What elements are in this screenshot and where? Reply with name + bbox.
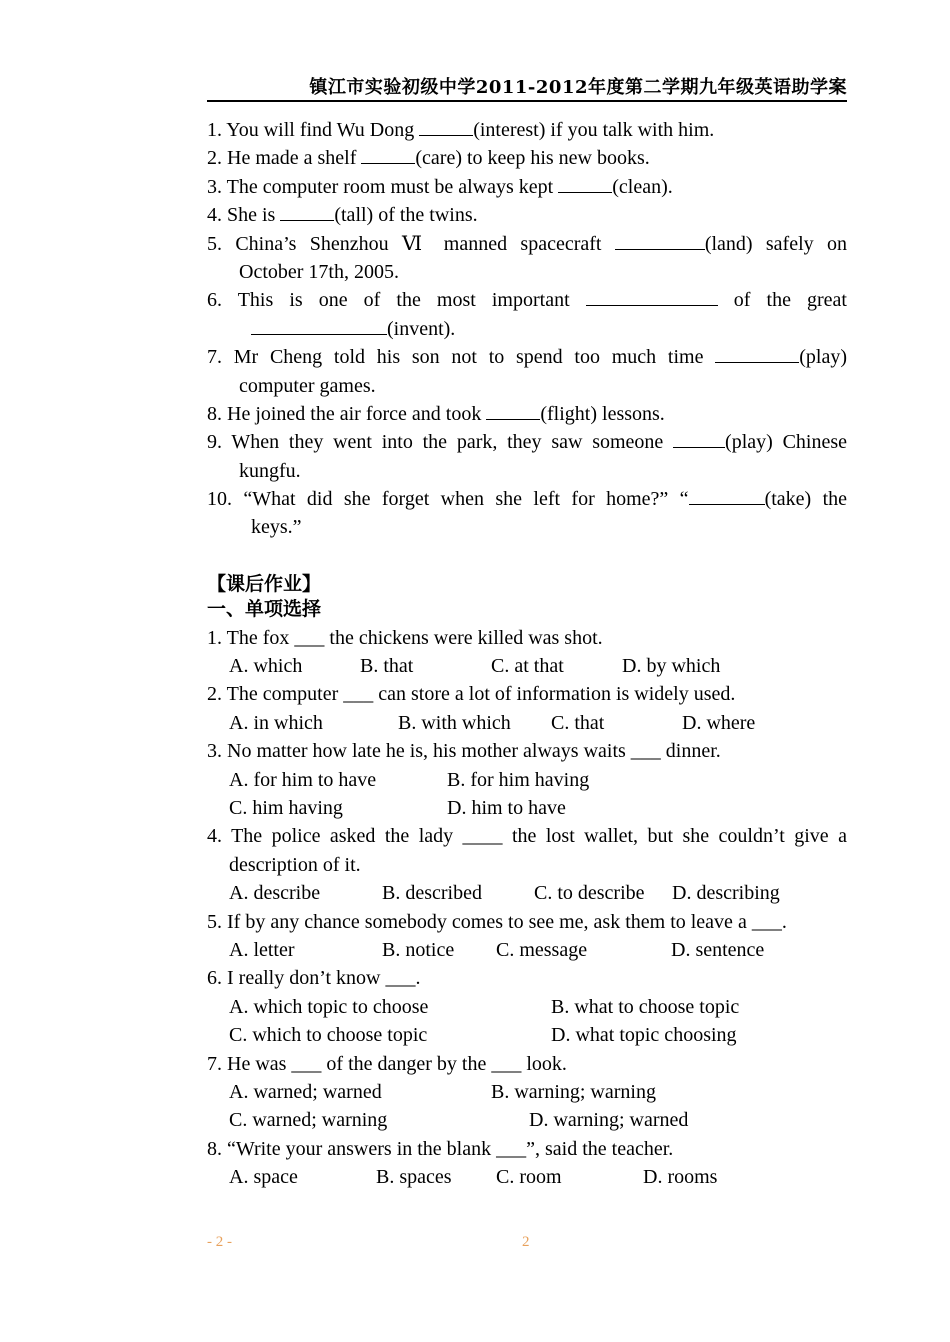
fill-item-9-cont: kungfu.: [239, 459, 301, 482]
question-3: 3. No matter how late he is, his mother always waits ___ dinner.: [207, 740, 721, 763]
header-title: 镇江市实验初级中学2011-2012年度第二学期九年级英语助学案: [309, 77, 847, 98]
question-7-options-row1: [207, 1078, 847, 1106]
option-a[interactable]: A. space: [229, 1166, 298, 1189]
footer-page-left: - 2 -: [207, 1234, 232, 1250]
answer-blank[interactable]: [280, 202, 334, 221]
question-3-options-row2: [207, 794, 847, 822]
fill-item-3: 3. The computer room must be always kept (clean).: [207, 175, 673, 198]
option-d[interactable]: D. sentence: [671, 938, 765, 961]
footer-page-number: 2: [522, 1234, 530, 1250]
option-b[interactable]: B. warning; warning: [491, 1080, 656, 1103]
answer-blank[interactable]: [715, 344, 799, 363]
option-a[interactable]: A. which: [229, 655, 303, 678]
answer-blank[interactable]: [251, 316, 387, 335]
question-4-options: [207, 879, 847, 907]
document-header: [207, 76, 847, 102]
multiple-choice-heading: 一、单项选择: [207, 598, 322, 621]
option-d[interactable]: D. warning; warned: [529, 1109, 689, 1132]
fill-item-2: 2. He made a shelf (care) to keep his new books.: [207, 147, 650, 170]
question-1: 1. The fox ___ the chickens were killed was shot.: [207, 626, 603, 649]
option-d[interactable]: D. rooms: [643, 1166, 718, 1189]
question-2: 2. The computer ___ can store a lot of information is widely used.: [207, 683, 736, 706]
answer-blank[interactable]: [419, 117, 473, 136]
option-d[interactable]: D. where: [682, 711, 756, 734]
question-6-options-row2: [207, 1021, 847, 1049]
option-a[interactable]: A. for him to have: [229, 768, 377, 791]
answer-blank[interactable]: [615, 231, 705, 250]
answer-blank[interactable]: [586, 287, 718, 306]
answer-blank[interactable]: [673, 429, 725, 448]
option-c[interactable]: C. which to choose topic: [229, 1024, 428, 1047]
fill-item-10: 10. “What did she forget when she left for home?” “ (take) the: [207, 488, 848, 511]
question-4-cont: description of it.: [229, 853, 361, 876]
option-a[interactable]: A. warned; warned: [229, 1080, 382, 1103]
question-8-options: [207, 1163, 847, 1191]
question-4: 4. The police asked the lady ____ the lost wallet, but she couldn’t give a: [207, 825, 847, 848]
fill-item-10-cont: keys.”: [251, 516, 302, 539]
fill-item-7: 7. Mr Cheng told his son not to spend too much time (play): [207, 346, 847, 369]
answer-blank[interactable]: [486, 401, 540, 420]
option-b[interactable]: B. described: [382, 882, 482, 905]
question-7: 7. He was ___ of the danger by the ___ look.: [207, 1052, 567, 1075]
fill-item-9: 9. When they went into the park, they saw someone (play) Chinese: [207, 431, 847, 454]
fill-item-8: 8. He joined the air force and took (flight) lessons.: [207, 402, 665, 425]
question-3-options-row1: [207, 766, 847, 794]
homework-heading: 【课后作业】: [207, 572, 322, 595]
answer-blank[interactable]: [361, 145, 415, 164]
option-b[interactable]: B. for him having: [447, 768, 590, 791]
option-d[interactable]: D. describing: [672, 882, 780, 905]
answer-blank[interactable]: [689, 486, 765, 505]
fill-item-1: 1. You will find Wu Dong (interest) if you talk with him.: [207, 119, 715, 141]
option-d[interactable]: D. what topic choosing: [551, 1024, 737, 1047]
question-5-options: [207, 936, 847, 964]
question-6-options-row1: [207, 993, 847, 1021]
option-d[interactable]: D. him to have: [447, 796, 566, 819]
option-c[interactable]: C. him having: [229, 796, 343, 819]
option-c[interactable]: C. that: [551, 711, 605, 734]
option-b[interactable]: B. what to choose topic: [551, 995, 740, 1018]
question-7-options-row2: [207, 1106, 847, 1134]
question-8: 8. “Write your answers in the blank ___”, said the teacher.: [207, 1137, 674, 1160]
question-5: 5. If by any chance somebody comes to see me, ask them to leave a ___.: [207, 910, 787, 933]
question-1-options: [207, 652, 847, 680]
option-a[interactable]: A. which topic to choose: [229, 995, 429, 1018]
fill-item-5-cont: October 17th, 2005.: [239, 260, 399, 283]
option-c[interactable]: C. message: [496, 938, 588, 961]
option-c[interactable]: C. warned; warning: [229, 1109, 388, 1132]
option-b[interactable]: B. notice: [382, 938, 455, 961]
option-d[interactable]: D. by which: [622, 655, 721, 678]
option-a[interactable]: A. describe: [229, 882, 321, 905]
fill-item-6: 6. This is one of the most important of the great: [207, 289, 847, 312]
option-a[interactable]: A. letter: [229, 938, 295, 961]
option-c[interactable]: C. room: [496, 1166, 562, 1189]
answer-blank[interactable]: [558, 174, 612, 193]
fill-item-5: 5. China’s Shenzhou Ⅵ manned spacecraft (land) safely on: [207, 232, 847, 255]
fill-item-6-cont: (invent).: [207, 315, 847, 343]
option-a[interactable]: A. in which: [229, 711, 323, 734]
option-b[interactable]: B. spaces: [376, 1166, 452, 1189]
option-c[interactable]: C. to describe: [534, 882, 645, 905]
option-b[interactable]: B. that: [360, 655, 414, 678]
question-2-options: [207, 709, 847, 737]
worksheet-body: [207, 116, 847, 1191]
fill-item-7-cont: computer games.: [239, 374, 376, 397]
option-b[interactable]: B. with which: [398, 711, 511, 734]
question-6: 6. I really don’t know ___.: [207, 967, 421, 990]
option-c[interactable]: C. at that: [491, 655, 564, 678]
fill-item-4: 4. She is (tall) of the twins.: [207, 204, 478, 227]
